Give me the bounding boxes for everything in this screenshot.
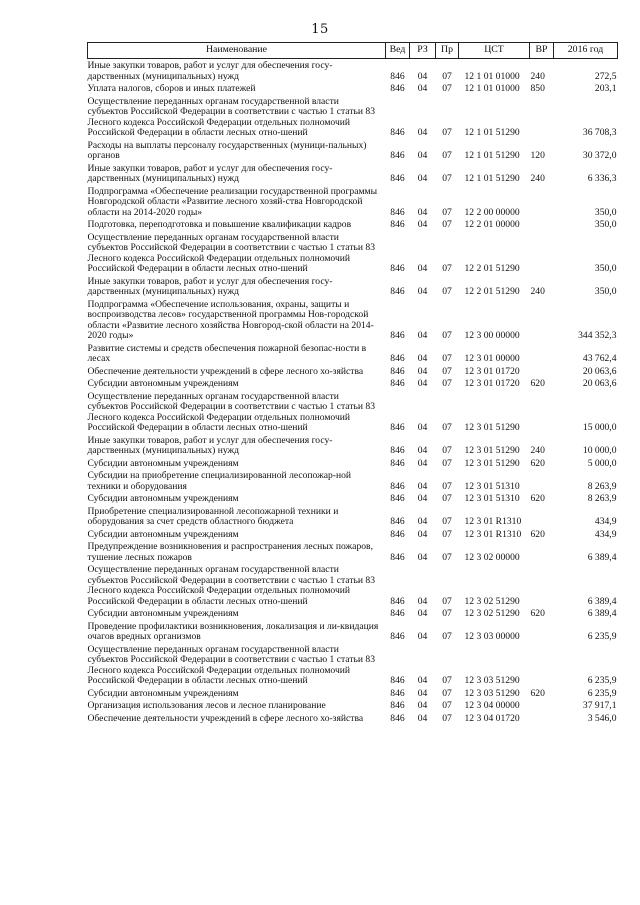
table-row xyxy=(88,82,618,95)
row-rz-cell: 04 xyxy=(417,631,428,642)
row-vr-cell xyxy=(530,563,554,607)
row-ved-cell: 846 xyxy=(390,445,405,456)
row-sum-cell: 6 336,3 xyxy=(587,173,617,184)
row-cst-cell: 12 3 03 51290 xyxy=(464,687,520,699)
row-rz-cell: 04 xyxy=(417,353,428,364)
row-sum-cell: 15 000,0 xyxy=(582,422,617,433)
row-name-cell: Обеспечение деятельности учреждений в сфере лесного хо-зяйства xyxy=(87,365,364,377)
row-rz-cell: 04 xyxy=(417,675,428,686)
row-rz-cell: 04 xyxy=(417,712,428,724)
table-row xyxy=(88,218,618,231)
row-rz-cell: 04 xyxy=(417,528,428,540)
row-rz-cell: 04 xyxy=(417,150,428,161)
row-cst-cell: 12 1 01 51290 xyxy=(464,127,520,138)
row-pr-cell: 07 xyxy=(442,173,452,184)
row-name-cell: Осуществление переданных органам государственной власти субъектов Российской Федерации в соответствии с частью 1 статьи 83 Лесного кодекса Российской Федерации отдельных полномочий Российской Федерации в области лесных отно-шений xyxy=(87,564,376,607)
header-vr: ВР xyxy=(530,43,554,59)
table-row xyxy=(88,457,618,470)
row-cst-cell: 12 3 02 51290 xyxy=(464,595,520,607)
row-ved-cell: 846 xyxy=(390,378,405,389)
row-ved-cell: 846 xyxy=(390,551,405,563)
row-vr-cell: 620 xyxy=(530,687,545,699)
row-sum-cell: 6 235,9 xyxy=(587,631,617,642)
row-cst-cell: 12 1 01 01000 xyxy=(464,83,520,94)
row-pr-cell: 07 xyxy=(442,330,452,341)
row-sum-cell: 6 389,4 xyxy=(587,608,617,619)
row-pr-cell: 07 xyxy=(442,83,452,94)
row-cst-cell: 12 3 01 01720 xyxy=(464,365,520,377)
row-ved-cell: 846 xyxy=(390,675,405,686)
row-cst-cell: 12 3 01 51310 xyxy=(464,480,520,492)
table-row xyxy=(88,607,618,620)
row-pr-cell: 07 xyxy=(442,422,452,433)
row-ved-cell: 846 xyxy=(390,365,405,377)
table-row xyxy=(88,275,618,298)
header-row xyxy=(88,43,618,59)
row-ved-cell: 846 xyxy=(390,528,405,540)
table-row xyxy=(88,540,618,563)
row-pr-cell: 07 xyxy=(442,631,452,642)
row-vr-cell xyxy=(530,699,554,712)
row-cst-cell: 12 3 01 01720 xyxy=(464,378,520,389)
row-name-cell: Развитие системы и средств обеспечения пожарной безопас-ности в лесах xyxy=(87,342,367,364)
row-cst-cell: 12 3 01 R1310 xyxy=(464,528,522,540)
table-row xyxy=(88,687,618,700)
row-vr-cell xyxy=(530,505,554,528)
table-row xyxy=(88,620,618,643)
row-rz-cell: 04 xyxy=(417,595,428,607)
header-ved: Вед xyxy=(386,43,410,59)
row-name-cell: Осуществление переданных органам государственной власти субъектов Российской Федерации в соответствии с частью 1 статьи 83 Лесного кодекса Российской Федерации отдельных полномочий Российской Федерации в области лесных отно-шений xyxy=(87,231,376,274)
table-body xyxy=(88,59,618,725)
row-pr-cell: 07 xyxy=(442,263,452,274)
row-ved-cell: 846 xyxy=(390,83,405,94)
budget-table xyxy=(87,42,618,724)
row-rz-cell: 04 xyxy=(417,173,428,184)
table-row xyxy=(88,528,618,541)
row-rz-cell: 04 xyxy=(417,480,428,492)
row-rz-cell: 04 xyxy=(417,219,428,230)
header-name: Наименование xyxy=(88,43,386,59)
row-name-cell: Расходы на выплаты персоналу государственных (муници-пальных) органов xyxy=(87,139,367,161)
row-pr-cell: 07 xyxy=(442,219,452,230)
row-sum-cell: 350,0 xyxy=(594,286,617,297)
row-vr-cell xyxy=(530,469,554,492)
row-sum-cell: 5 000,0 xyxy=(587,457,617,469)
row-sum-cell: 350,0 xyxy=(594,263,617,274)
row-vr-cell: 620 xyxy=(530,528,545,540)
row-name-cell: Приобретение специализированной лесопожарной техники и оборудования за счет средств областного бюджета xyxy=(87,505,339,527)
table-row xyxy=(88,139,618,162)
row-sum-cell: 6 389,4 xyxy=(587,551,617,563)
row-ved-cell: 846 xyxy=(390,516,405,527)
row-pr-cell: 07 xyxy=(442,712,452,724)
row-rz-cell: 04 xyxy=(417,493,428,504)
row-sum-cell: 344 352,3 xyxy=(578,330,617,341)
row-ved-cell: 846 xyxy=(390,150,405,161)
row-name-cell: Субсидии автономным учреждениям xyxy=(87,608,239,619)
row-cst-cell: 12 1 01 51290 xyxy=(464,150,520,161)
row-vr-cell xyxy=(530,643,554,687)
table-row xyxy=(88,699,618,712)
row-rz-cell: 04 xyxy=(417,445,428,456)
table-row xyxy=(88,434,618,457)
row-rz-cell: 04 xyxy=(417,516,428,527)
row-rz-cell: 04 xyxy=(417,286,428,297)
row-pr-cell: 07 xyxy=(442,551,452,563)
row-name-cell: Организация использования лесов и лесное планирование xyxy=(87,700,326,711)
row-ved-cell: 846 xyxy=(390,219,405,230)
table-row xyxy=(88,231,618,275)
row-name-cell: Подпрограмма «Обеспечение реализации государственной программы Новгородской области «Развитие лесного хозяй-ства Новгородской области на 2014-2020 годы» xyxy=(87,185,378,218)
row-cst-cell: 12 1 01 51290 xyxy=(464,173,520,184)
row-pr-cell: 07 xyxy=(442,70,452,82)
table-header xyxy=(88,43,618,59)
row-vr-cell: 120 xyxy=(530,150,545,161)
row-sum-cell: 434,9 xyxy=(594,516,617,527)
row-vr-cell: 240 xyxy=(530,173,545,184)
row-rz-cell: 04 xyxy=(417,70,428,82)
table-row xyxy=(88,59,618,83)
row-vr-cell xyxy=(530,365,554,378)
row-sum-cell: 6 235,9 xyxy=(587,675,617,686)
row-cst-cell: 12 3 03 51290 xyxy=(464,675,520,686)
table-row xyxy=(88,95,618,139)
header-year: 2016 год xyxy=(554,43,618,59)
row-name-cell: Проведение профилактики возникновения, локализация и ли-квидация очагов вредных организмов xyxy=(87,620,379,642)
row-ved-cell: 846 xyxy=(390,422,405,433)
row-name-cell: Предупреждение возникновения и распространения лесных пожаров, тушение лесных пожаров xyxy=(87,541,373,563)
row-pr-cell: 07 xyxy=(442,150,452,161)
row-pr-cell: 07 xyxy=(442,127,452,138)
row-rz-cell: 04 xyxy=(417,263,428,274)
row-sum-cell: 10 000,0 xyxy=(582,445,617,456)
row-ved-cell: 846 xyxy=(390,493,405,504)
row-pr-cell: 07 xyxy=(442,445,452,456)
row-pr-cell: 07 xyxy=(442,365,452,377)
row-cst-cell: 12 3 01 R1310 xyxy=(464,516,522,527)
row-name-cell: Подпрограмма «Обеспечение использования, охраны, защиты и воспроизводства лесов» государственной программы Нов-городской области «Развитие лесного хозяйства Новгород-ской области на 2014-2020 годы» xyxy=(87,298,374,341)
row-cst-cell: 12 1 01 01000 xyxy=(464,70,520,82)
row-cst-cell: 12 3 01 51290 xyxy=(464,422,520,433)
row-rz-cell: 04 xyxy=(417,365,428,377)
row-ved-cell: 846 xyxy=(390,127,405,138)
table-row xyxy=(88,342,618,365)
row-pr-cell: 07 xyxy=(442,700,452,711)
row-name-cell: Субсидии автономным учреждениям xyxy=(87,378,239,389)
row-cst-cell: 12 3 01 51290 xyxy=(464,445,520,456)
row-vr-cell: 620 xyxy=(530,457,545,469)
row-name-cell: Осуществление переданных органам государственной власти субъектов Российской Федерации в соответствии с частью 1 статьи 83 Лесного кодекса Российской Федерации отдельных полномочий Российской Федерации в области лесных отно-шений xyxy=(87,643,376,686)
row-ved-cell: 846 xyxy=(390,595,405,607)
row-name-cell: Иные закупки товаров, работ и услуг для обеспечения госу-дарственных (муниципальных) нужд xyxy=(87,434,333,456)
row-name-cell: Иные закупки товаров, работ и услуг для обеспечения госу-дарственных (муниципальных) нужд xyxy=(87,162,333,184)
row-ved-cell: 846 xyxy=(390,353,405,364)
row-cst-cell: 12 2 01 51290 xyxy=(464,286,520,297)
row-vr-cell xyxy=(530,390,554,434)
row-pr-cell: 07 xyxy=(442,675,452,686)
table-row xyxy=(88,298,618,342)
row-name-cell: Осуществление переданных органам государственной власти субъектов Российской Федерации в соответствии с частью 1 статьи 83 Лесного кодекса Российской Федерации отдельных полномочий Российской Федерации в области лесных отно-шений xyxy=(87,390,376,433)
table-row xyxy=(88,469,618,492)
row-ved-cell: 846 xyxy=(390,330,405,341)
row-cst-cell: 12 3 02 51290 xyxy=(464,608,520,619)
row-cst-cell: 12 3 04 00000 xyxy=(464,700,520,711)
row-name-cell: Осуществление переданных органам государственной власти субъектов Российской Федерации в соответствии с частью 1 статьи 83 Лесного кодекса Российской Федерации отдельных полномочий Российской Федерации в области лесных отно-шений xyxy=(87,95,376,138)
row-sum-cell: 3 546,0 xyxy=(587,712,617,724)
row-sum-cell: 350,0 xyxy=(594,206,617,218)
row-name-cell: Субсидии автономным учреждениям xyxy=(87,687,239,699)
row-sum-cell: 37 917,1 xyxy=(582,700,617,711)
row-cst-cell: 12 2 01 51290 xyxy=(464,263,520,274)
row-vr-cell xyxy=(530,185,554,219)
row-vr-cell: 620 xyxy=(530,493,545,504)
row-name-cell: Подготовка, переподготовка и повышение квалификации кадров xyxy=(87,219,352,230)
table-row xyxy=(88,185,618,219)
row-cst-cell: 12 2 01 00000 xyxy=(464,219,520,230)
row-vr-cell xyxy=(530,540,554,563)
row-sum-cell: 30 372,0 xyxy=(582,150,617,161)
row-sum-cell: 8 263,9 xyxy=(587,480,617,492)
row-sum-cell: 272,5 xyxy=(594,70,617,82)
page-number: 15 xyxy=(311,22,329,37)
row-sum-cell: 43 762,4 xyxy=(582,353,617,364)
row-cst-cell: 12 3 02 00000 xyxy=(464,551,520,563)
row-sum-cell: 6 389,4 xyxy=(587,595,617,607)
row-vr-cell xyxy=(530,342,554,365)
row-rz-cell: 04 xyxy=(417,83,428,94)
row-sum-cell: 350,0 xyxy=(594,219,617,230)
table-row xyxy=(88,390,618,434)
row-pr-cell: 07 xyxy=(442,493,452,504)
row-cst-cell: 12 3 01 51310 xyxy=(464,493,520,504)
row-ved-cell: 846 xyxy=(390,457,405,469)
budget-table-container xyxy=(87,42,617,724)
row-rz-cell: 04 xyxy=(417,330,428,341)
row-sum-cell: 6 235,9 xyxy=(587,687,617,699)
row-rz-cell: 04 xyxy=(417,127,428,138)
row-rz-cell: 04 xyxy=(417,687,428,699)
row-ved-cell: 846 xyxy=(390,263,405,274)
row-cst-cell: 12 3 01 51290 xyxy=(464,457,520,469)
row-sum-cell: 36 708,3 xyxy=(582,127,617,138)
header-rz: РЗ xyxy=(410,43,436,59)
row-ved-cell: 846 xyxy=(390,700,405,711)
row-vr-cell xyxy=(530,298,554,342)
row-cst-cell: 12 2 00 00000 xyxy=(464,206,520,218)
row-rz-cell: 04 xyxy=(417,608,428,619)
row-pr-cell: 07 xyxy=(442,286,452,297)
row-name-cell: Субсидии на приобретение специализированной лесопожар-ной техники и оборудования xyxy=(87,470,352,492)
row-ved-cell: 846 xyxy=(390,608,405,619)
row-name-cell: Уплата налогов, сборов и иных платежей xyxy=(87,83,256,94)
row-ved-cell: 846 xyxy=(390,687,405,699)
table-row xyxy=(88,492,618,505)
row-sum-cell: 434,9 xyxy=(594,528,617,540)
row-rz-cell: 04 xyxy=(417,422,428,433)
table-row xyxy=(88,563,618,607)
row-cst-cell: 12 3 00 00000 xyxy=(464,330,520,341)
row-vr-cell: 240 xyxy=(530,286,545,297)
row-vr-cell: 620 xyxy=(530,378,545,389)
header-cst: ЦСТ xyxy=(459,43,530,59)
row-sum-cell: 203,1 xyxy=(594,83,617,94)
row-name-cell: Иные закупки товаров, работ и услуг для обеспечения госу-дарственных (муниципальных) нужд xyxy=(87,275,333,297)
row-rz-cell: 04 xyxy=(417,457,428,469)
row-vr-cell xyxy=(530,231,554,275)
row-rz-cell: 04 xyxy=(417,551,428,563)
row-ved-cell: 846 xyxy=(390,712,405,724)
row-vr-cell: 240 xyxy=(530,70,545,82)
row-name-cell: Обеспечение деятельности учреждений в сфере лесного хо-зяйства xyxy=(87,712,364,724)
row-ved-cell: 846 xyxy=(390,480,405,492)
row-vr-cell: 240 xyxy=(530,445,545,456)
row-pr-cell: 07 xyxy=(442,595,452,607)
row-sum-cell: 20 063,6 xyxy=(582,378,617,389)
row-name-cell: Иные закупки товаров, работ и услуг для обеспечения госу-дарственных (муниципальных) нужд xyxy=(87,60,333,82)
row-name-cell: Субсидии автономным учреждениям xyxy=(87,457,239,469)
row-ved-cell: 846 xyxy=(390,173,405,184)
row-vr-cell xyxy=(530,712,554,725)
row-cst-cell: 12 3 04 01720 xyxy=(464,712,520,724)
row-pr-cell: 07 xyxy=(442,353,452,364)
row-pr-cell: 07 xyxy=(442,687,452,699)
header-pr: Пр xyxy=(436,43,459,59)
row-rz-cell: 04 xyxy=(417,206,428,218)
row-vr-cell: 620 xyxy=(530,608,545,619)
table-row xyxy=(88,377,618,390)
row-cst-cell: 12 3 03 00000 xyxy=(464,631,520,642)
row-cst-cell: 12 3 01 00000 xyxy=(464,353,520,364)
row-pr-cell: 07 xyxy=(442,206,452,218)
row-vr-cell xyxy=(530,95,554,139)
row-pr-cell: 07 xyxy=(442,516,452,527)
row-vr-cell xyxy=(530,218,554,231)
row-pr-cell: 07 xyxy=(442,457,452,469)
row-name-cell: Субсидии автономным учреждениям xyxy=(87,493,239,504)
row-pr-cell: 07 xyxy=(442,480,452,492)
table-row xyxy=(88,505,618,528)
row-ved-cell: 846 xyxy=(390,631,405,642)
table-row xyxy=(88,712,618,725)
row-ved-cell: 846 xyxy=(390,206,405,218)
row-vr-cell: 850 xyxy=(530,83,545,94)
row-ved-cell: 846 xyxy=(390,286,405,297)
row-pr-cell: 07 xyxy=(442,528,452,540)
table-row xyxy=(88,643,618,687)
table-row xyxy=(88,365,618,378)
row-sum-cell: 20 063,6 xyxy=(582,365,617,377)
row-rz-cell: 04 xyxy=(417,700,428,711)
row-pr-cell: 07 xyxy=(442,378,452,389)
row-sum-cell: 8 263,9 xyxy=(587,493,617,504)
row-pr-cell: 07 xyxy=(442,608,452,619)
row-vr-cell xyxy=(530,620,554,643)
row-ved-cell: 846 xyxy=(390,70,405,82)
row-name-cell: Субсидии автономным учреждениям xyxy=(87,528,239,540)
table-row xyxy=(88,162,618,185)
row-rz-cell: 04 xyxy=(417,378,428,389)
